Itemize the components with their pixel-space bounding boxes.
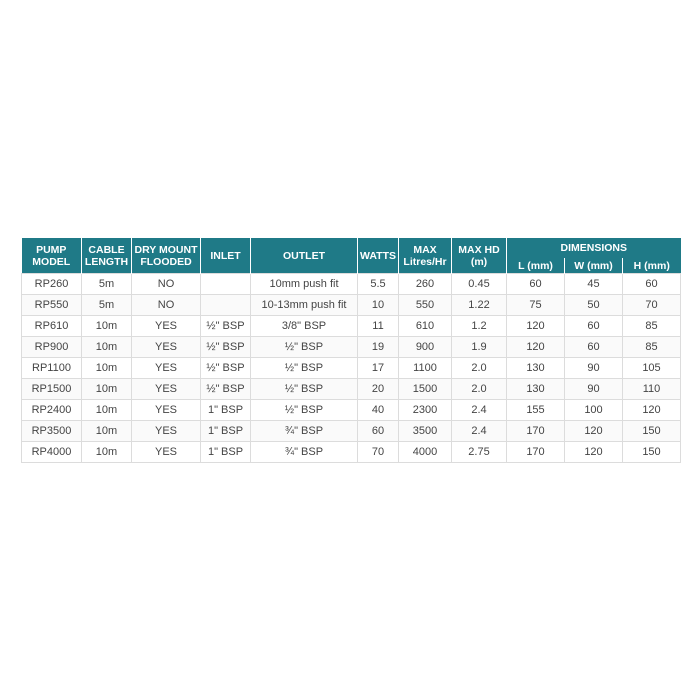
header-max-hd: MAX HD (m) bbox=[452, 238, 507, 274]
cell-max-hd: 1.9 bbox=[452, 337, 507, 358]
cell-dim-w: 50 bbox=[565, 295, 623, 316]
cell-dim-w: 90 bbox=[565, 358, 623, 379]
cell-watts: 17 bbox=[358, 358, 399, 379]
cell-watts: 5.5 bbox=[358, 274, 399, 295]
cell-inlet: 1" BSP bbox=[201, 421, 251, 442]
cell-dry-mount: NO bbox=[132, 274, 201, 295]
cell-cable-length: 10m bbox=[82, 316, 132, 337]
header-dim-h: H (mm) bbox=[623, 258, 681, 274]
cell-outlet: ¾" BSP bbox=[251, 442, 358, 463]
cell-pump-model: RP610 bbox=[22, 316, 82, 337]
cell-max-flow: 4000 bbox=[399, 442, 452, 463]
cell-dry-mount: YES bbox=[132, 442, 201, 463]
cell-max-flow: 610 bbox=[399, 316, 452, 337]
cell-dim-h: 150 bbox=[623, 421, 681, 442]
cell-dim-l: 170 bbox=[507, 421, 565, 442]
cell-max-flow: 1100 bbox=[399, 358, 452, 379]
cell-dim-w: 120 bbox=[565, 421, 623, 442]
cell-pump-model: RP550 bbox=[22, 295, 82, 316]
cell-dim-l: 120 bbox=[507, 337, 565, 358]
cell-dim-l: 130 bbox=[507, 379, 565, 400]
cell-dry-mount: YES bbox=[132, 400, 201, 421]
cell-cable-length: 5m bbox=[82, 295, 132, 316]
pump-spec-table bbox=[21, 238, 681, 463]
table-row bbox=[22, 421, 681, 442]
cell-inlet bbox=[201, 295, 251, 316]
cell-outlet: 10mm push fit bbox=[251, 274, 358, 295]
cell-max-hd: 2.0 bbox=[452, 358, 507, 379]
cell-max-hd: 0.45 bbox=[452, 274, 507, 295]
header-outlet: OUTLET bbox=[251, 238, 358, 274]
cell-outlet: 3/8" BSP bbox=[251, 316, 358, 337]
cell-max-flow: 900 bbox=[399, 337, 452, 358]
cell-max-flow: 2300 bbox=[399, 400, 452, 421]
cell-cable-length: 5m bbox=[82, 274, 132, 295]
cell-dim-l: 130 bbox=[507, 358, 565, 379]
cell-dim-h: 60 bbox=[623, 274, 681, 295]
cell-inlet: 1" BSP bbox=[201, 442, 251, 463]
cell-max-flow: 3500 bbox=[399, 421, 452, 442]
cell-pump-model: RP260 bbox=[22, 274, 82, 295]
table-row bbox=[22, 295, 681, 316]
header-watts: WATTS bbox=[358, 238, 399, 274]
cell-dim-h: 85 bbox=[623, 316, 681, 337]
cell-watts: 60 bbox=[358, 421, 399, 442]
cell-dim-h: 150 bbox=[623, 442, 681, 463]
table-row bbox=[22, 442, 681, 463]
header-inlet: INLET bbox=[201, 238, 251, 274]
cell-watts: 40 bbox=[358, 400, 399, 421]
cell-dim-h: 120 bbox=[623, 400, 681, 421]
header-max-flow: MAX Litres/Hr bbox=[399, 238, 452, 274]
cell-inlet bbox=[201, 274, 251, 295]
cell-dim-l: 155 bbox=[507, 400, 565, 421]
cell-dim-h: 105 bbox=[623, 358, 681, 379]
cell-watts: 20 bbox=[358, 379, 399, 400]
cell-pump-model: RP1100 bbox=[22, 358, 82, 379]
cell-max-hd: 2.4 bbox=[452, 400, 507, 421]
cell-watts: 11 bbox=[358, 316, 399, 337]
cell-max-hd: 2.0 bbox=[452, 379, 507, 400]
header-dim-l: L (mm) bbox=[507, 258, 565, 274]
cell-dim-w: 90 bbox=[565, 379, 623, 400]
cell-dim-l: 170 bbox=[507, 442, 565, 463]
cell-dry-mount: YES bbox=[132, 316, 201, 337]
cell-max-flow: 550 bbox=[399, 295, 452, 316]
cell-max-hd: 1.22 bbox=[452, 295, 507, 316]
cell-cable-length: 10m bbox=[82, 358, 132, 379]
cell-max-hd: 2.4 bbox=[452, 421, 507, 442]
cell-dim-w: 100 bbox=[565, 400, 623, 421]
cell-outlet: 10-13mm push fit bbox=[251, 295, 358, 316]
cell-pump-model: RP1500 bbox=[22, 379, 82, 400]
table-row bbox=[22, 400, 681, 421]
cell-dry-mount: YES bbox=[132, 337, 201, 358]
cell-outlet: ½" BSP bbox=[251, 379, 358, 400]
cell-inlet: ½" BSP bbox=[201, 379, 251, 400]
header-cable-length: CABLE LENGTH bbox=[82, 238, 132, 274]
table-row bbox=[22, 337, 681, 358]
cell-watts: 10 bbox=[358, 295, 399, 316]
table-row bbox=[22, 274, 681, 295]
header-pump-model: PUMP MODEL bbox=[22, 238, 82, 274]
cell-dry-mount: YES bbox=[132, 379, 201, 400]
cell-dim-w: 45 bbox=[565, 274, 623, 295]
cell-dim-l: 120 bbox=[507, 316, 565, 337]
cell-dim-h: 70 bbox=[623, 295, 681, 316]
cell-cable-length: 10m bbox=[82, 400, 132, 421]
cell-outlet: ½" BSP bbox=[251, 358, 358, 379]
cell-max-hd: 1.2 bbox=[452, 316, 507, 337]
cell-dry-mount: YES bbox=[132, 358, 201, 379]
cell-inlet: ½" BSP bbox=[201, 358, 251, 379]
header-dimensions: DIMENSIONS bbox=[507, 238, 681, 258]
cell-outlet: ¾" BSP bbox=[251, 421, 358, 442]
cell-pump-model: RP2400 bbox=[22, 400, 82, 421]
cell-inlet: ½" BSP bbox=[201, 337, 251, 358]
table-row bbox=[22, 379, 681, 400]
table-row bbox=[22, 358, 681, 379]
cell-max-flow: 260 bbox=[399, 274, 452, 295]
cell-cable-length: 10m bbox=[82, 337, 132, 358]
cell-pump-model: RP4000 bbox=[22, 442, 82, 463]
cell-cable-length: 10m bbox=[82, 421, 132, 442]
table-row bbox=[22, 316, 681, 337]
cell-max-hd: 2.75 bbox=[452, 442, 507, 463]
cell-max-flow: 1500 bbox=[399, 379, 452, 400]
cell-dim-l: 60 bbox=[507, 274, 565, 295]
cell-pump-model: RP900 bbox=[22, 337, 82, 358]
cell-dim-l: 75 bbox=[507, 295, 565, 316]
cell-outlet: ½" BSP bbox=[251, 400, 358, 421]
cell-inlet: 1" BSP bbox=[201, 400, 251, 421]
cell-pump-model: RP3500 bbox=[22, 421, 82, 442]
cell-dry-mount: NO bbox=[132, 295, 201, 316]
cell-dim-w: 60 bbox=[565, 316, 623, 337]
header-dry-mount: DRY MOUNT FLOODED bbox=[132, 238, 201, 274]
table-body bbox=[22, 274, 681, 463]
cell-cable-length: 10m bbox=[82, 379, 132, 400]
cell-dim-h: 85 bbox=[623, 337, 681, 358]
cell-dim-h: 110 bbox=[623, 379, 681, 400]
cell-outlet: ½" BSP bbox=[251, 337, 358, 358]
cell-dim-w: 60 bbox=[565, 337, 623, 358]
header-dim-w: W (mm) bbox=[565, 258, 623, 274]
cell-watts: 70 bbox=[358, 442, 399, 463]
cell-inlet: ½" BSP bbox=[201, 316, 251, 337]
cell-watts: 19 bbox=[358, 337, 399, 358]
cell-dim-w: 120 bbox=[565, 442, 623, 463]
cell-dry-mount: YES bbox=[132, 421, 201, 442]
cell-cable-length: 10m bbox=[82, 442, 132, 463]
